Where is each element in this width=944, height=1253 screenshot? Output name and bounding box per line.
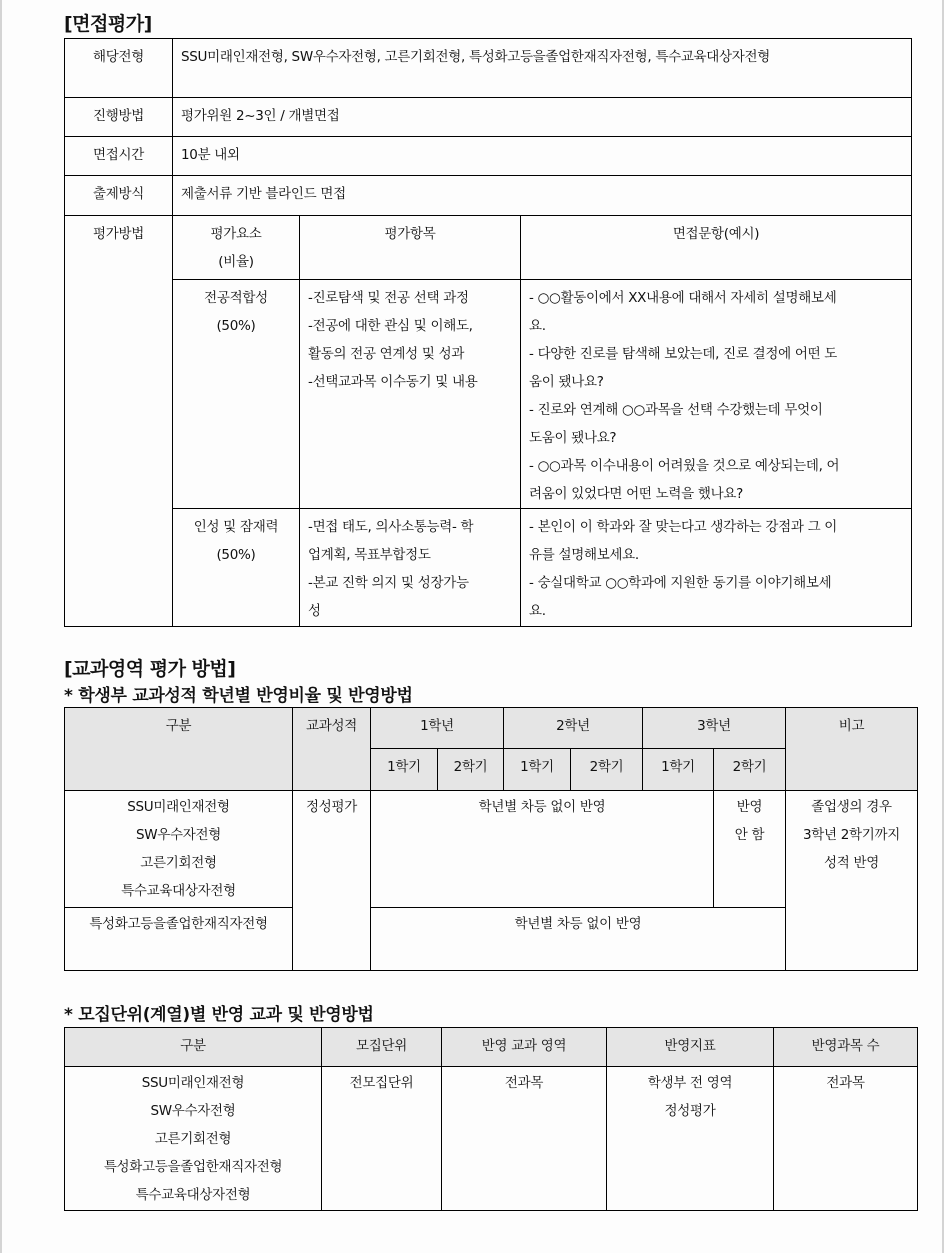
header-year-1: 1학년	[371, 708, 504, 749]
label-duration: 면접시간	[65, 137, 173, 176]
type-line: SW우수자전형	[150, 1103, 236, 1119]
question-line: - 본인이 이 학과와 잘 맞는다고 생각하는 강점과 그 이	[529, 519, 838, 535]
header-semester: 2학기	[571, 749, 643, 791]
question-line: - 숭실대학교 ○○학과에 지원한 동기를 이야기해보세	[529, 575, 832, 591]
type-line: SSU미래인재전형	[141, 1075, 245, 1091]
questions-character-potential	[521, 509, 912, 627]
header-category: 구분	[65, 1028, 322, 1067]
value-question-format: 제출서류 기반 블라인드 면접	[173, 176, 912, 216]
header-element	[173, 216, 300, 280]
index-line: 학생부 전 영역	[647, 1075, 733, 1091]
item-line: -진로탐색 및 전공 선택 과정	[308, 290, 469, 306]
reflect-general: 학년별 차등 없이 반영	[371, 791, 714, 908]
subject-section-title: [교과영역 평가 방법]	[64, 658, 236, 680]
page-edge-left	[0, 0, 2, 1253]
value-duration: 10분 내외	[173, 137, 912, 176]
header-semester: 1학기	[371, 749, 438, 791]
types-vocational: 특성화고등을졸업한재직자전형	[65, 908, 293, 971]
type-line: 고른기회전형	[154, 1131, 232, 1147]
type-line: SSU미래인재전형	[127, 799, 230, 815]
type-line: 특수교육대상자전형	[135, 1187, 251, 1203]
index-line: 정성평가	[664, 1103, 716, 1119]
item-line: -본교 진학 의지 및 성장가능	[308, 575, 469, 591]
header-semester: 1학기	[504, 749, 571, 791]
label-procedure: 진행방법	[65, 98, 173, 137]
item-line: 성	[308, 603, 321, 619]
header-category: 구분	[65, 708, 293, 791]
label-target-types: 해당전형	[65, 39, 173, 98]
note-line: 졸업생의 경우	[811, 799, 892, 815]
types-general	[65, 791, 293, 908]
element-character-potential	[173, 509, 300, 627]
interview-table	[64, 38, 912, 627]
header-year-3: 3학년	[643, 708, 786, 749]
header-element-text: 평가요소	[210, 226, 262, 242]
header-score: 교과성적	[293, 708, 371, 791]
label-evaluation-method: 평가방법	[65, 216, 173, 627]
item-line: -면접 태도, 의사소통능력- 학	[308, 519, 474, 535]
label-question-format: 출제방식	[65, 176, 173, 216]
header-questions: 면접문항(예시)	[521, 216, 912, 280]
question-line: - ○○활동이에서 XX내용에 대해서 자세히 설명해보세	[529, 290, 837, 306]
reflect-line: 반영	[736, 799, 763, 815]
question-line: 유를 설명해보세요.	[529, 547, 639, 563]
header-area: 반영 교과 영역	[442, 1028, 607, 1067]
question-line: 려움이 있었다면 어떤 노력을 했나요?	[529, 486, 743, 502]
unit-table-title: * 모집단위(계열)별 반영 교과 및 반영방법	[64, 1005, 374, 1025]
unit-value: 전모집단위	[322, 1067, 442, 1211]
header-semester: 2학기	[438, 749, 504, 791]
note-line: 3학년 2학기까지	[802, 827, 900, 843]
value-target-types: SSU미래인재전형, SW우수자전형, 고른기회전형, 특성화고등을졸업한재직자전형, 특수교육대상자전형	[173, 39, 912, 98]
type-line: SW우수자전형	[135, 827, 222, 843]
header-element-sub: (비율)	[218, 254, 254, 270]
note-line: 성적 반영	[824, 855, 879, 871]
grade-table	[64, 707, 918, 971]
area-value: 전과목	[442, 1067, 607, 1211]
element-name: 인성 및 잠재력	[193, 519, 279, 535]
header-year-2: 2학년	[504, 708, 643, 749]
header-note: 비고	[786, 708, 918, 791]
element-major-fit	[173, 280, 300, 509]
element-ratio: (50%)	[216, 318, 256, 334]
question-line: 요.	[529, 318, 546, 334]
unit-table	[64, 1027, 918, 1211]
item-line: 업계획, 목표부합정도	[308, 547, 431, 563]
header-items: 평가항목	[300, 216, 521, 280]
header-index: 반영지표	[607, 1028, 774, 1067]
question-line: 움이 됐나요?	[529, 374, 604, 390]
reflect-vocational: 학년별 차등 없이 반영	[371, 908, 786, 971]
element-name: 전공적합성	[204, 290, 268, 306]
reflect-line: 안 함	[734, 827, 765, 843]
header-semester: 2학기	[714, 749, 786, 791]
question-line: - ○○과목 이수내용이 어려웠을 것으로 예상되는데, 어	[529, 458, 840, 474]
items-character-potential	[300, 509, 521, 627]
count-value: 전과목	[774, 1067, 918, 1211]
question-line: 도움이 됐나요?	[529, 430, 617, 446]
element-ratio: (50%)	[216, 547, 256, 563]
type-line: 특수교육대상자전형	[121, 883, 236, 899]
header-count: 반영과목 수	[774, 1028, 918, 1067]
item-line: -선택교과목 이수동기 및 내용	[308, 374, 478, 390]
note-graduates	[786, 791, 918, 971]
question-line: - 진로와 연계해 ○○과목을 선택 수강했는데 무엇이	[529, 402, 823, 418]
header-semester: 1학기	[643, 749, 714, 791]
item-line: 활동의 전공 연계성 및 성과	[308, 346, 465, 362]
type-line: 특성화고등을졸업한재직자전형	[103, 1159, 283, 1175]
score-method: 정성평가	[293, 791, 371, 971]
types-all	[65, 1067, 322, 1211]
grade-table-title: * 학생부 교과성적 학년별 반영비율 및 반영방법	[64, 686, 413, 706]
value-procedure: 평가위원 2~3인 / 개별면접	[173, 98, 912, 137]
questions-major-fit	[521, 280, 912, 509]
question-line: - 다양한 진로를 탐색해 보았는데, 진로 결정에 어떤 도	[529, 346, 838, 362]
type-line: 고른기회전형	[140, 855, 217, 871]
item-line: -전공에 대한 관심 및 이해도,	[308, 318, 473, 334]
interview-section-title: [면접평가]	[64, 13, 152, 35]
reflect-last-semester	[714, 791, 786, 908]
header-unit: 모집단위	[322, 1028, 442, 1067]
question-line: 요.	[529, 603, 546, 619]
items-major-fit	[300, 280, 521, 509]
index-value	[607, 1067, 774, 1211]
